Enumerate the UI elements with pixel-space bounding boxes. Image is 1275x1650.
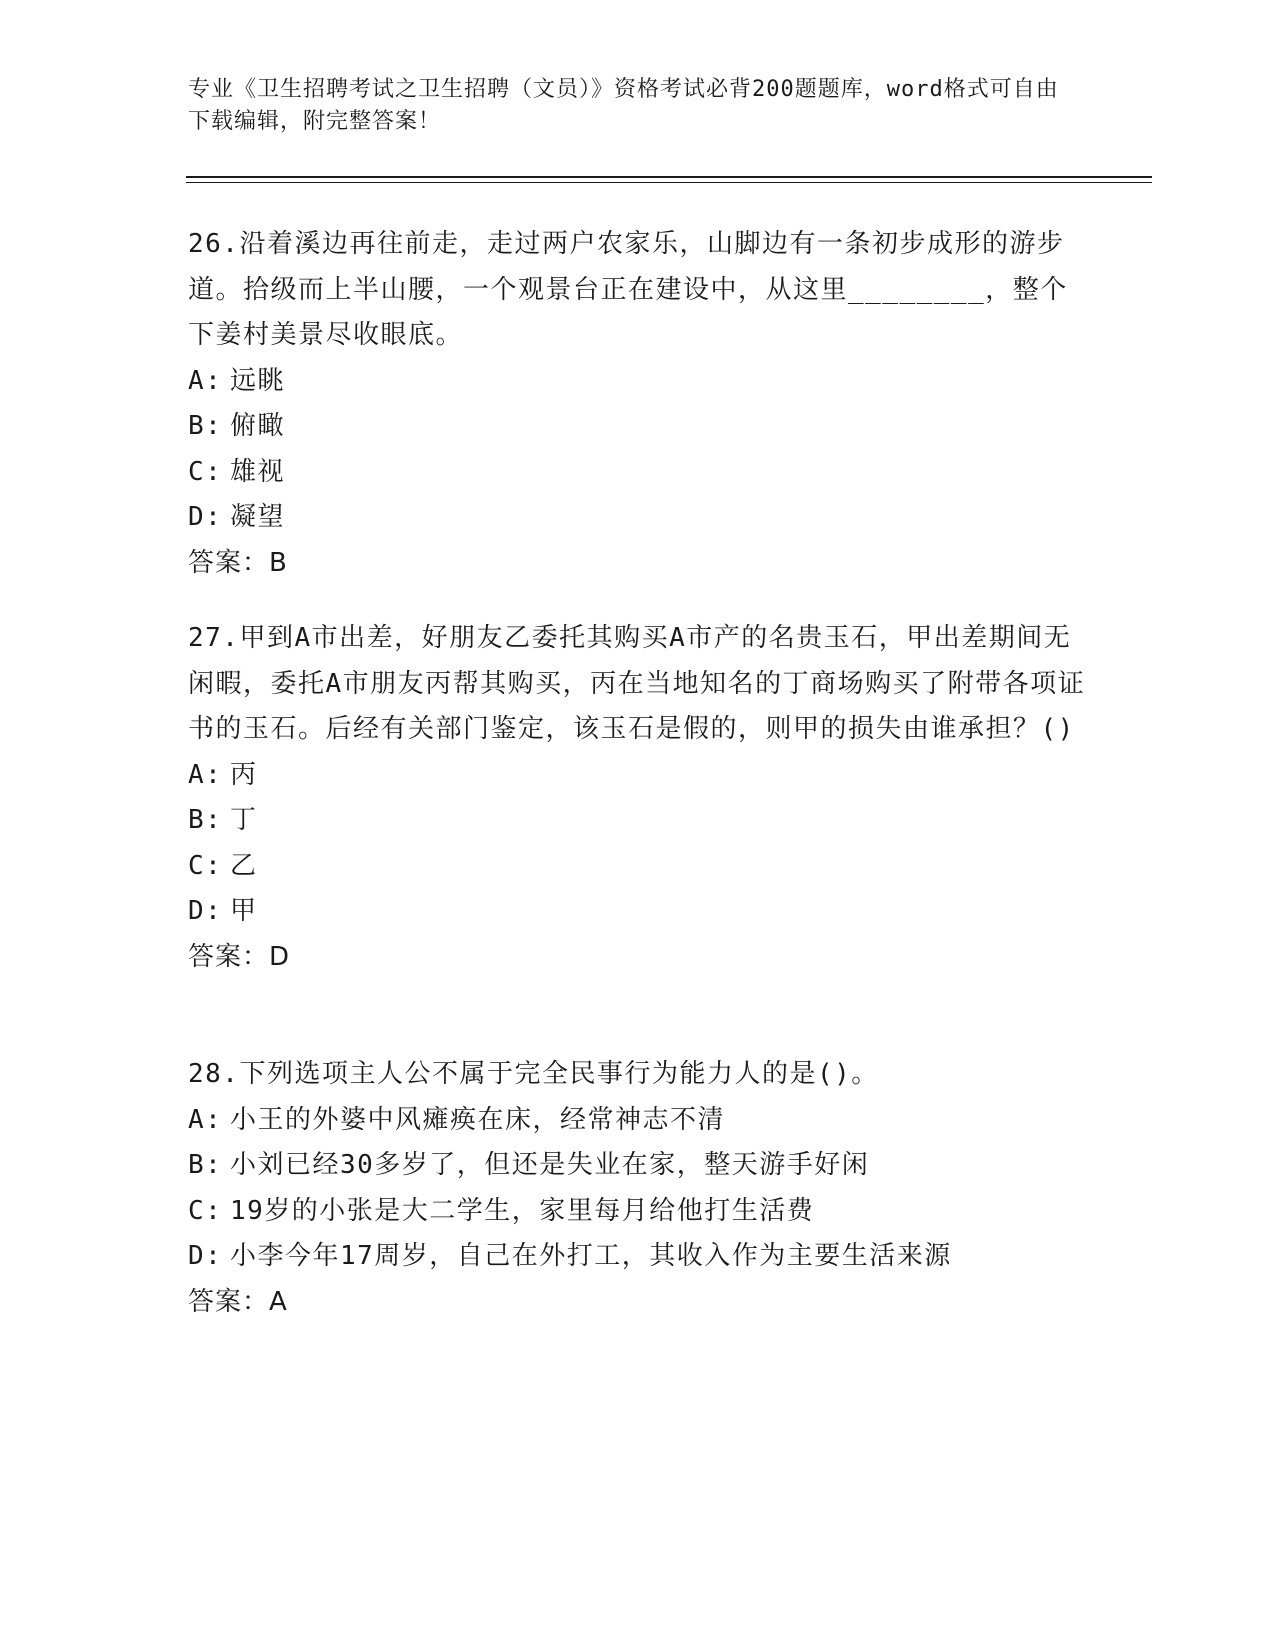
option-letter: B: <box>188 805 223 835</box>
option-b <box>188 1143 1088 1189</box>
option-text: 小王的外婆中风瘫痪在床，经常神志不清 <box>230 1104 726 1135</box>
question-27 <box>188 616 1088 980</box>
option-a <box>188 753 1088 799</box>
option-letter: B: <box>188 1150 223 1180</box>
answer-label: 答案：A <box>188 1286 288 1317</box>
option-letter: B: <box>188 411 223 441</box>
option-b <box>188 798 1088 844</box>
question-stem: 27.甲到A市出差，好朋友乙委托其购买A市产的名贵玉石，甲出差期间无闲暇，委托A市朋友丙帮其购买，丙在当地知名的丁商场购买了附带各项证书的玉石。后经有关部门鉴定，该玉石是假的，则甲的损失由谁承担？() <box>188 623 1086 744</box>
header-divider-thick <box>186 176 1152 178</box>
option-letter: A: <box>188 1104 223 1135</box>
option-letter: C: <box>188 1195 223 1226</box>
question-28 <box>188 1052 1088 1325</box>
option-letter: C: <box>188 456 223 487</box>
question-stem: 26.沿着溪边再往前走，走过两户农家乐，山脚边有一条初步成形的游步道。拾级而上半山腰，一个观景台正在建设中，从这里________，整个下姜村美景尽收眼底。 <box>188 229 1068 350</box>
option-a <box>188 359 1088 405</box>
option-text: 雄视 <box>230 456 286 487</box>
option-d <box>188 495 1088 541</box>
option-c <box>188 450 1088 496</box>
option-c <box>188 844 1088 890</box>
option-letter: A: <box>188 365 223 396</box>
answer-label: 答案：D <box>188 941 291 972</box>
option-text: 远眺 <box>230 365 286 396</box>
option-b <box>188 404 1088 450</box>
option-text: 乙 <box>230 850 258 881</box>
option-letter: D: <box>188 502 223 532</box>
option-text: 丁 <box>230 805 258 835</box>
option-letter: C: <box>188 850 223 881</box>
document-header: 专业《卫生招聘考试之卫生招聘（文员）》资格考试必背200题题库，word格式可自由下载编辑，附完整答案！ <box>188 77 1059 134</box>
option-text: 19岁的小张是大二学生，家里每月给他打生活费 <box>230 1195 815 1226</box>
option-text: 丙 <box>230 759 258 790</box>
option-letter: D: <box>188 1241 223 1271</box>
option-letter: A: <box>188 759 223 790</box>
option-text: 小刘已经30多岁了，但还是失业在家，整天游手好闲 <box>230 1150 870 1180</box>
option-c <box>188 1189 1088 1235</box>
question-26 <box>188 222 1088 586</box>
answer-label: 答案：B <box>188 547 288 578</box>
option-d <box>188 889 1088 935</box>
header-divider-thin <box>186 182 1152 183</box>
option-text: 甲 <box>230 896 258 926</box>
option-text: 俯瞰 <box>230 411 286 441</box>
option-a <box>188 1098 1088 1144</box>
option-text: 凝望 <box>230 502 286 532</box>
question-stem: 28.下列选项主人公不属于完全民事行为能力人的是()。 <box>188 1059 879 1089</box>
option-letter: D: <box>188 896 223 926</box>
option-d <box>188 1234 1088 1280</box>
option-text: 小李今年17周岁，自己在外打工，其收入作为主要生活来源 <box>230 1241 952 1271</box>
